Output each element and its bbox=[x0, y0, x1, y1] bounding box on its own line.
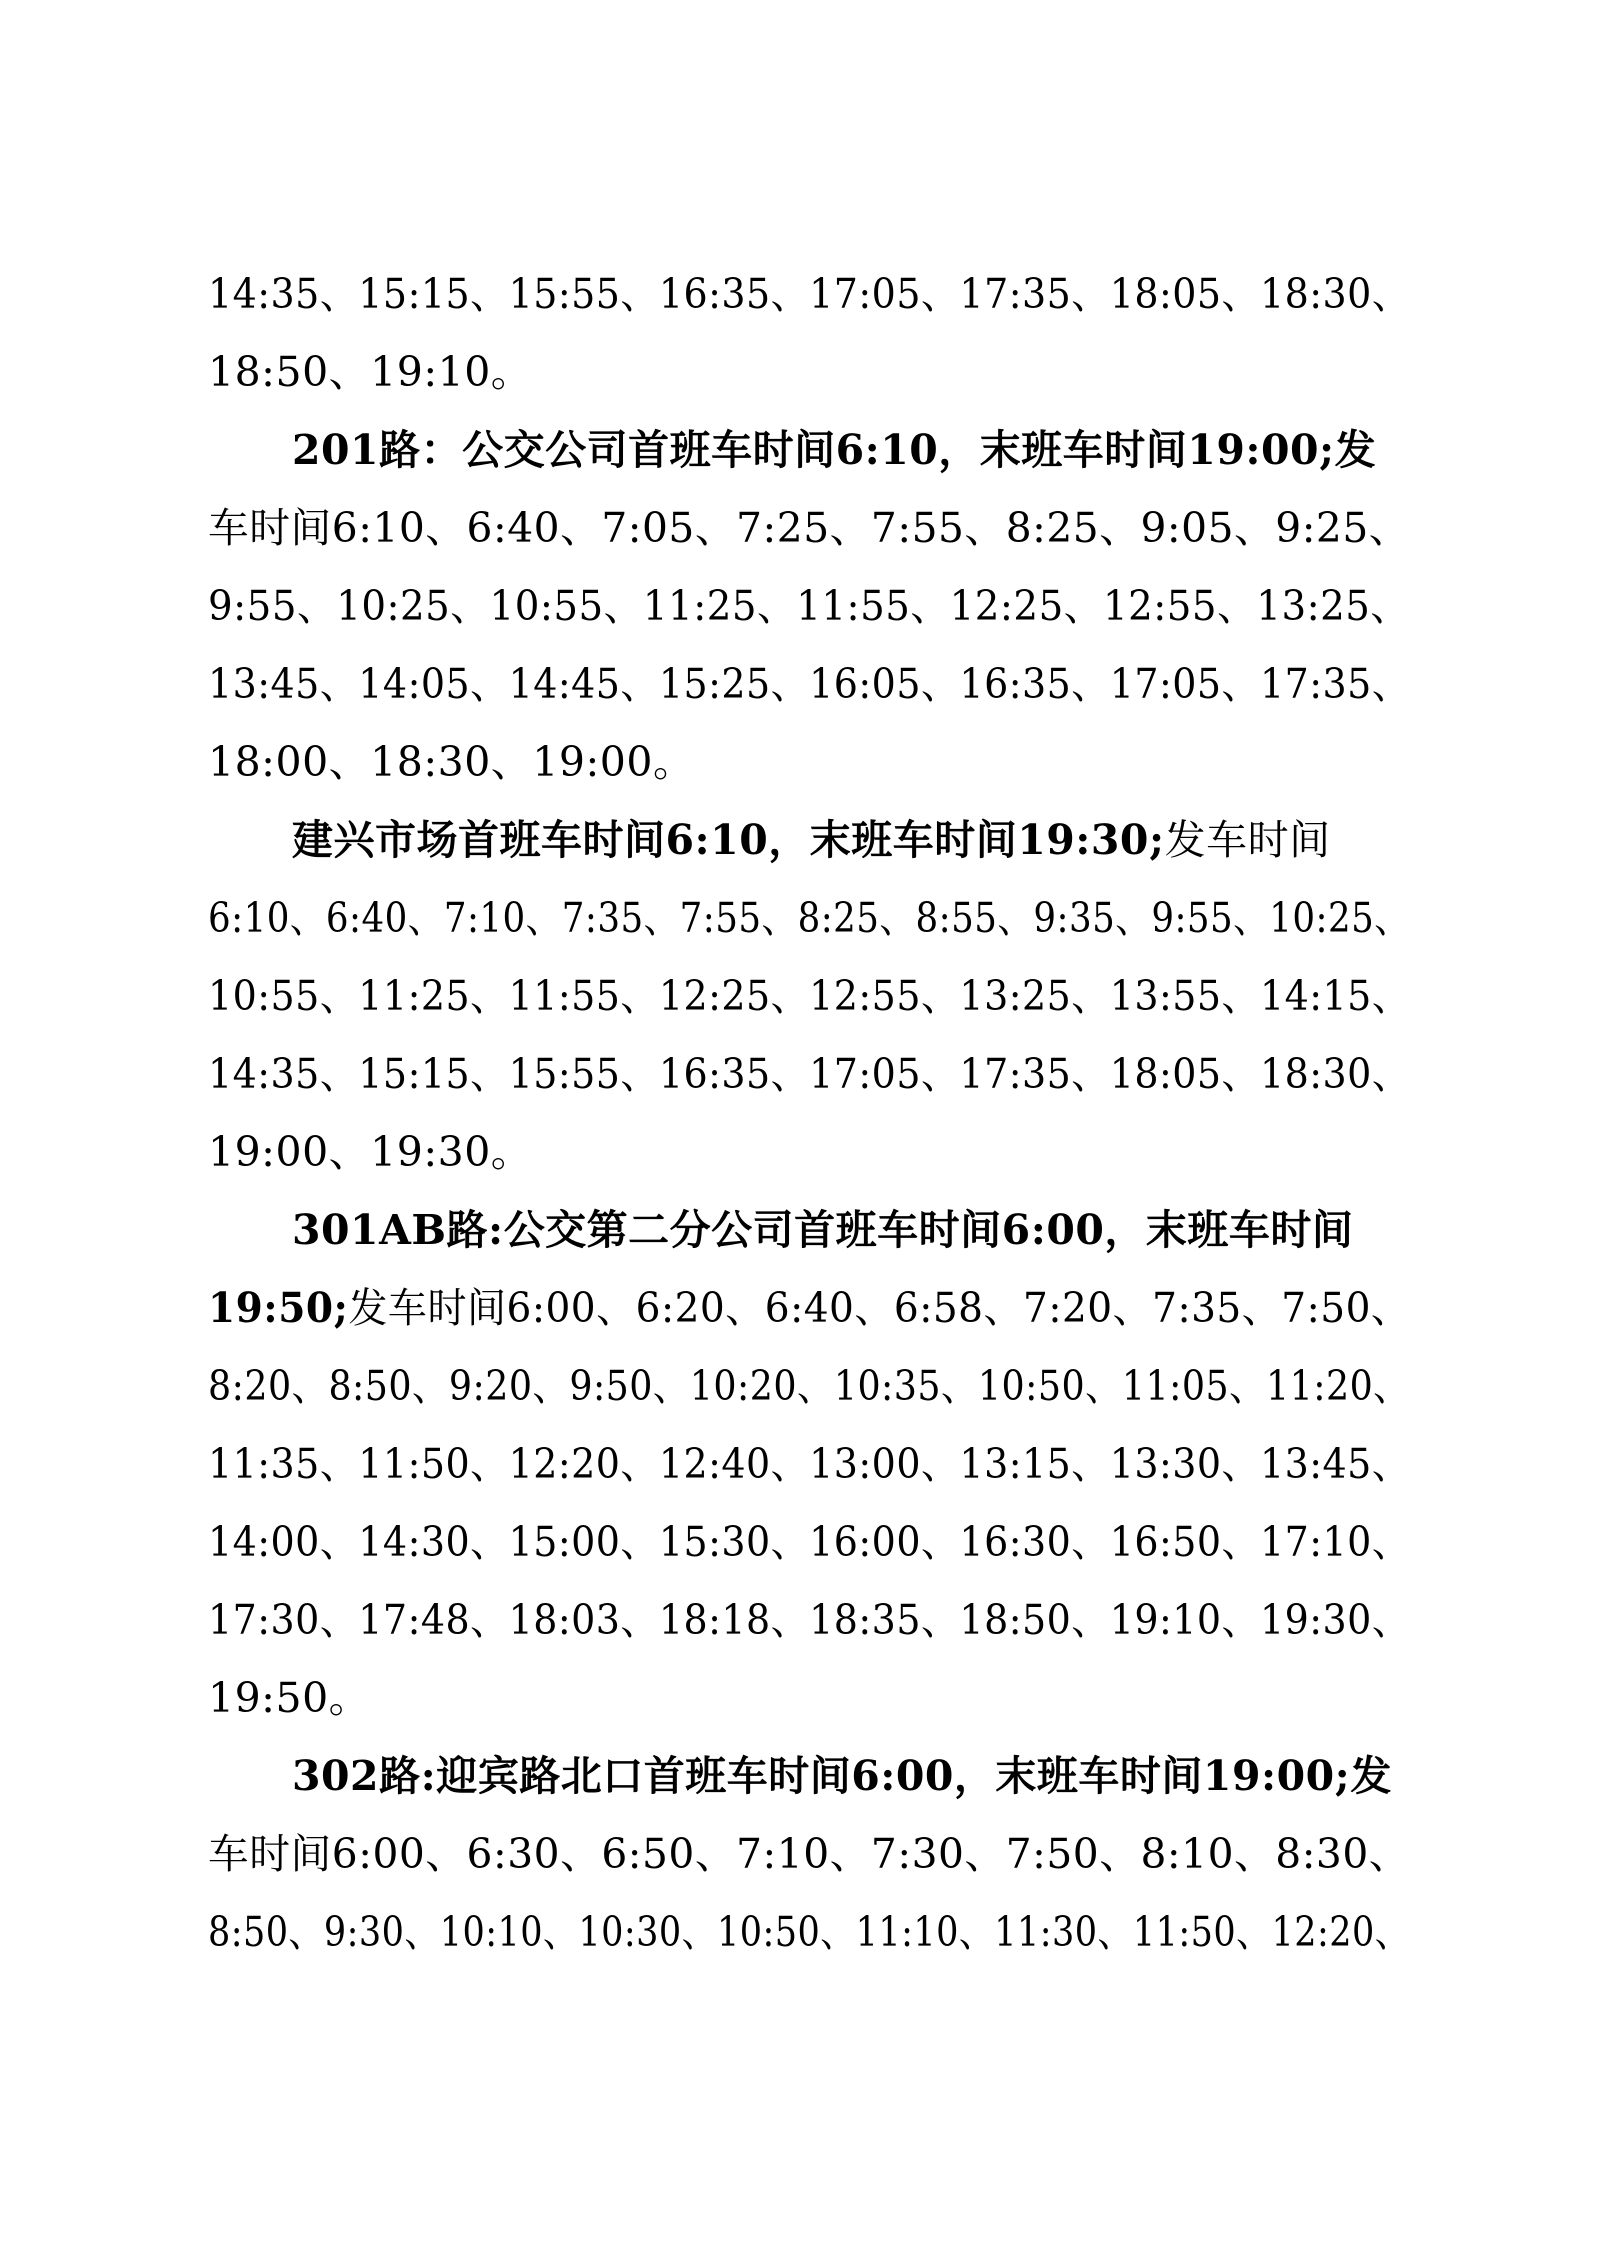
text-line: 11:35、11:50、12:20、12:40、13:00、13:15、13:30、13:45、 bbox=[208, 1440, 1411, 1488]
route-201-heading: 201路：公交公司首班车时间6:10，末班车时间19:00;发 bbox=[292, 426, 1377, 474]
text-line: 19:00、19:30。 bbox=[208, 1128, 533, 1176]
text-line: 19:50;发车时间6:00、6:20、6:40、6:58、7:20、7:35、7:50、 bbox=[208, 1284, 1411, 1332]
text-line: 9:55、10:25、10:55、11:25、11:55、12:25、12:55、13:25、 bbox=[208, 582, 1410, 630]
text-line: 14:00、14:30、15:00、15:30、16:00、16:30、16:50、17:10、 bbox=[208, 1518, 1411, 1566]
text-line: 车时间6:10、6:40、7:05、7:25、7:55、8:25、9:05、9:25、 bbox=[208, 504, 1411, 552]
text-line: 17:30、17:48、18:03、18:18、18:35、18:50、19:10、19:30、 bbox=[208, 1596, 1411, 1644]
text-line: 19:50。 bbox=[208, 1674, 371, 1722]
text-line: 8:50、9:30、10:10、10:30、10:50、11:10、11:30、11:50、12:20、 bbox=[208, 1908, 1411, 1956]
text-line: 18:50、19:10。 bbox=[208, 348, 533, 396]
text-line: 18:00、18:30、19:00。 bbox=[208, 738, 695, 786]
text-line: 8:20、8:50、9:20、9:50、10:20、10:35、10:50、11:05、11:20、 bbox=[208, 1362, 1411, 1410]
text-line: 10:55、11:25、11:55、12:25、12:55、13:25、13:55、14:15、 bbox=[208, 972, 1411, 1020]
route-302-heading: 302路:迎宾路北口首班车时间6:00，末班车时间19:00;发 bbox=[292, 1752, 1392, 1800]
text-line: 14:35、15:15、15:55、16:35、17:05、17:35、18:05、18:30、 bbox=[208, 1050, 1411, 1098]
text-line: 13:45、14:05、14:45、15:25、16:05、16:35、17:05、17:35、 bbox=[208, 660, 1411, 708]
jianxing-market-heading: 建兴市场首班车时间6:10，末班车时间19:30;发车时间 bbox=[292, 816, 1331, 864]
text-line: 14:35、15:15、15:55、16:35、17:05、17:35、18:05、18:30、 bbox=[208, 270, 1411, 318]
text-line: 6:10、6:40、7:10、7:35、7:55、8:25、8:55、9:35、9:55、10:25、 bbox=[208, 894, 1411, 942]
route-301ab-heading: 301AB路:公交第二分公司首班车时间6:00，末班车时间 bbox=[292, 1206, 1354, 1254]
text-line: 车时间6:00、6:30、6:50、7:10、7:30、7:50、8:10、8:30、 bbox=[208, 1830, 1411, 1878]
